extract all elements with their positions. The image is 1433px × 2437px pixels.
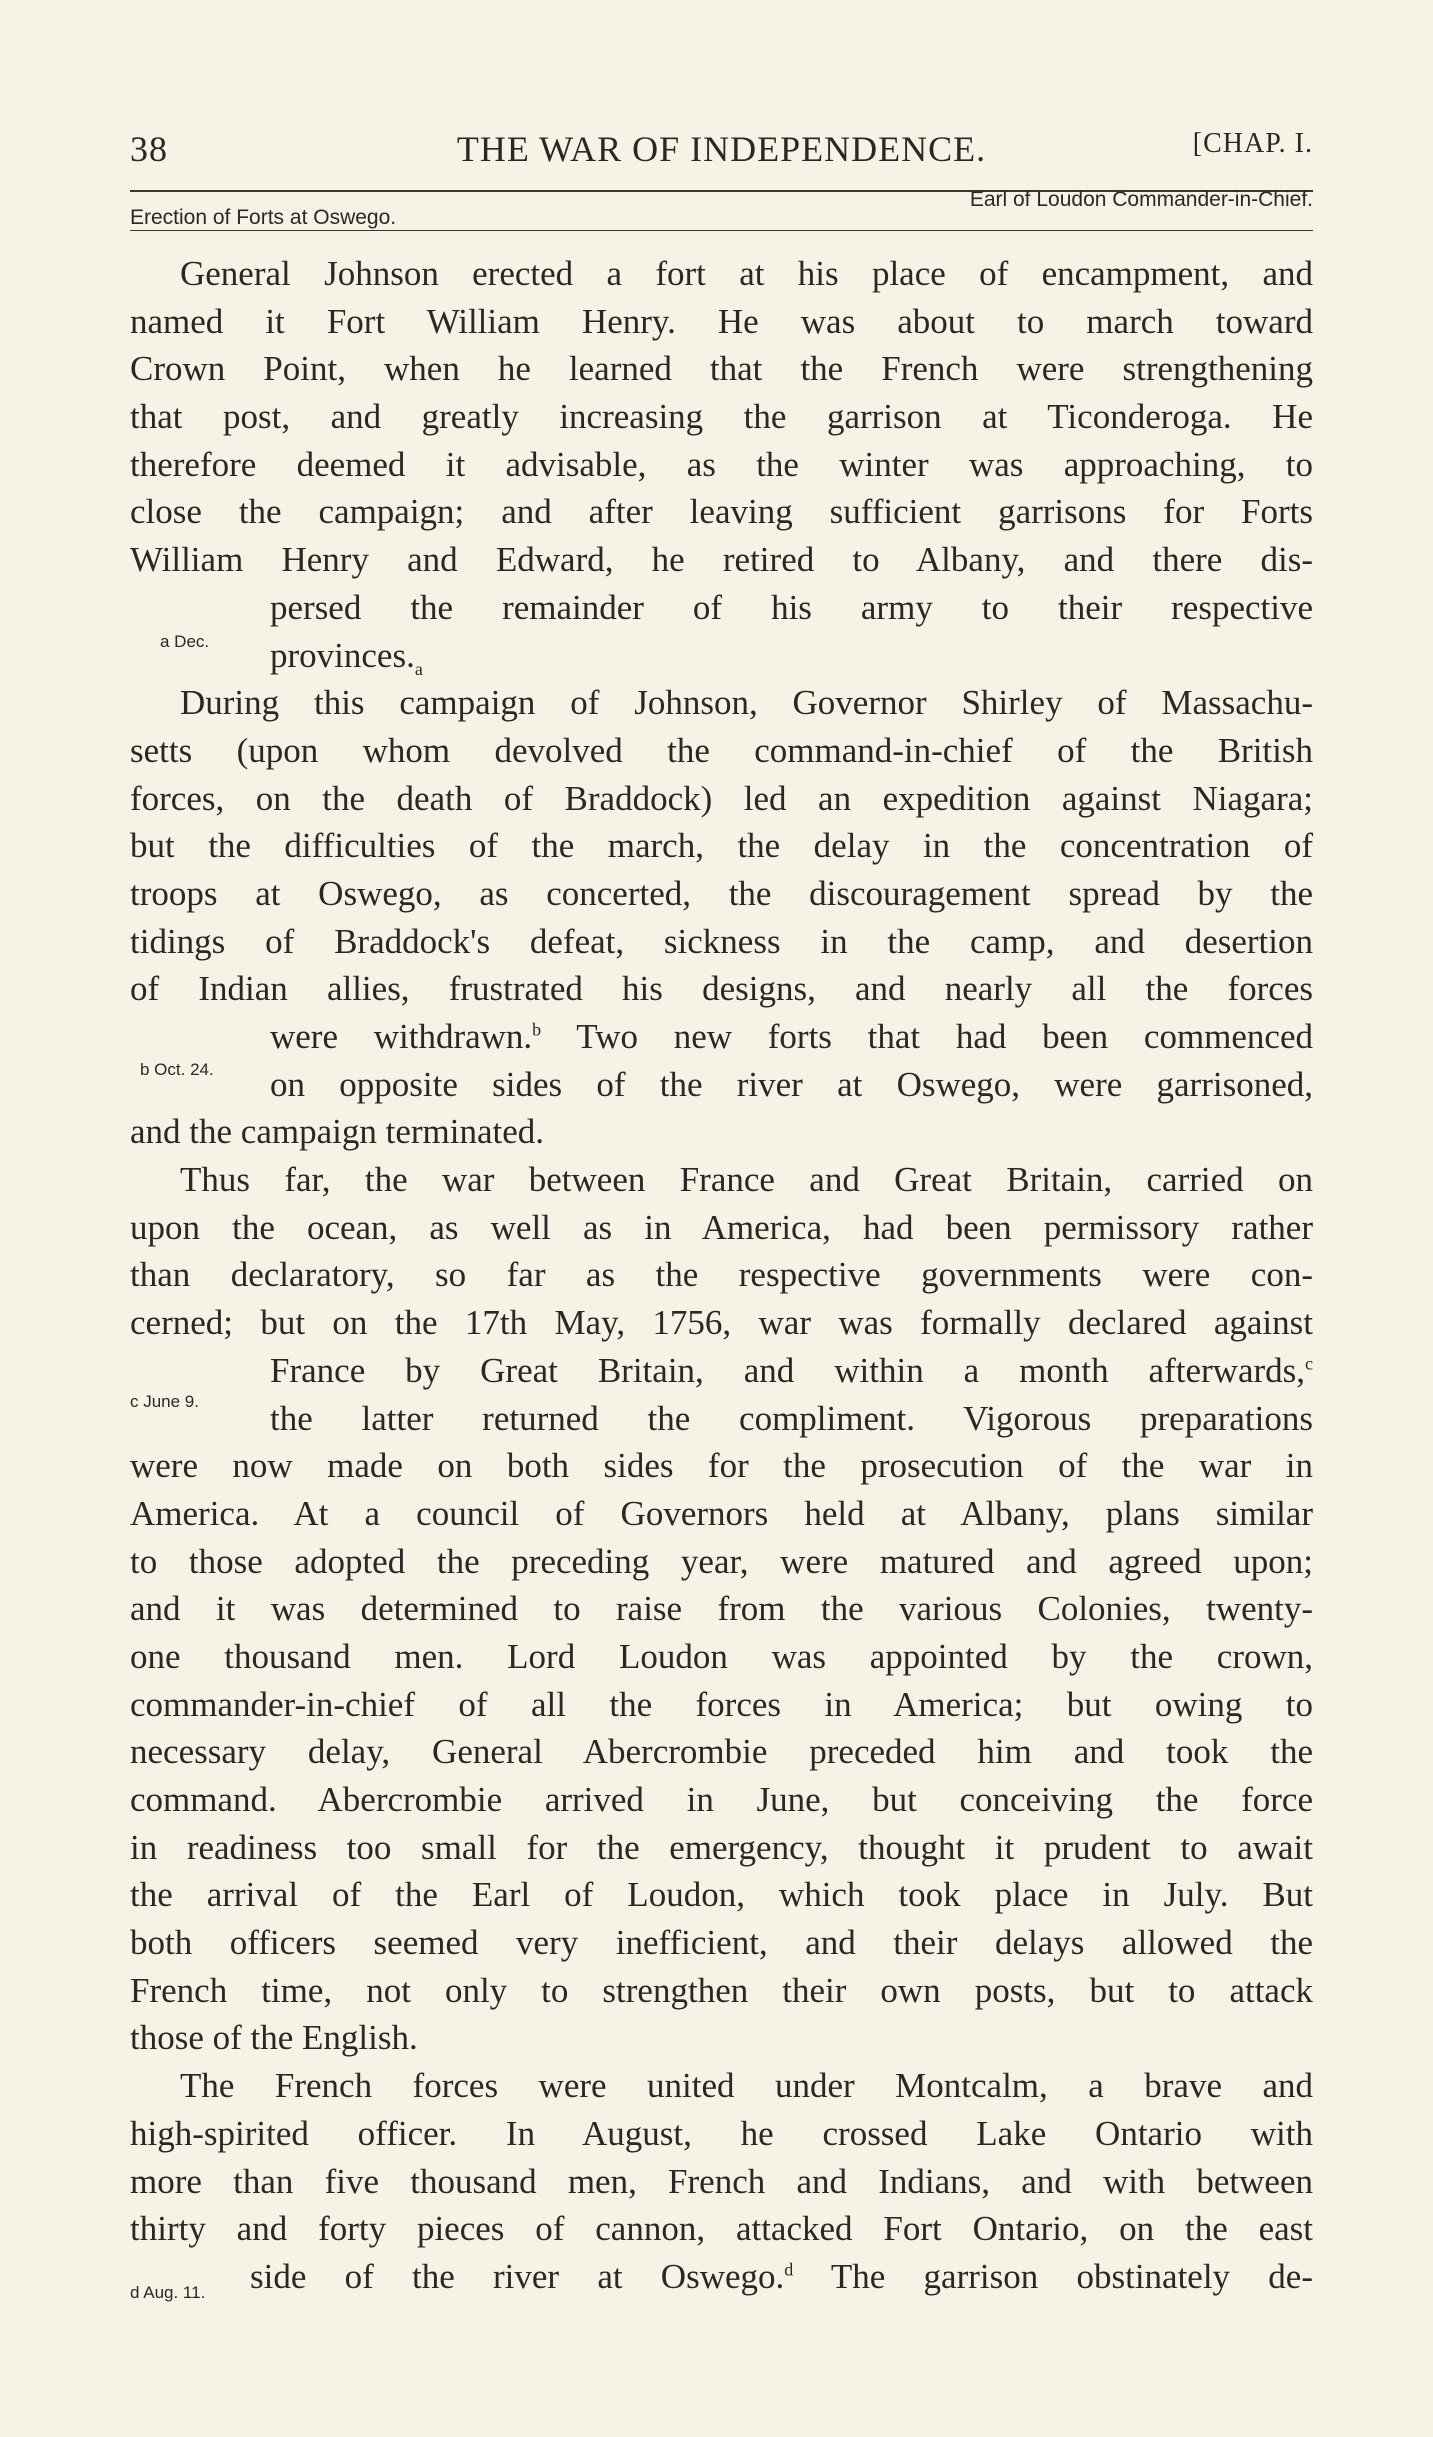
text-line: upon the ocean, as well as in America, had been permissory rather xyxy=(130,1207,1313,1247)
text-line: one thousand men. Lord Loudon was appointed by the crown, xyxy=(130,1636,1313,1676)
text-line xyxy=(130,1013,1313,1061)
running-header xyxy=(130,128,1313,178)
text-line: in readiness too small for the emergency, thought it prudent to await xyxy=(130,1827,1313,1867)
text-line: America. At a council of Governors held at Albany, plans similar xyxy=(130,1493,1313,1533)
text-line: command. Abercrombie arrived in June, but conceiving the force xyxy=(130,1780,1313,1819)
text-line: and the campaign terminated. xyxy=(130,1112,545,1152)
text-line: commander-in-chief of all the forces in America; but owing to xyxy=(130,1684,1313,1724)
page-number: 38 xyxy=(130,129,168,169)
text-line xyxy=(130,632,1313,680)
text-line xyxy=(130,1347,1313,1395)
text-line: French time, not only to strengthen their own posts, but to attack xyxy=(130,1970,1313,2010)
text-line: high-spirited officer. In August, he crossed Lake Ontario with xyxy=(130,2113,1313,2153)
text-line: than declaratory, so far as the respective governments were con- xyxy=(130,1255,1313,1295)
text-line: those of the English. xyxy=(130,2018,418,2058)
text-line: necessary delay, General Abercrombie preceded him and took the xyxy=(130,1732,1313,1772)
text-line: on opposite sides of the river at Oswego, were garrisoned, xyxy=(270,1064,1313,1104)
subheading-rule xyxy=(130,230,1313,231)
text-line: forces, on the death of Braddock) led an expedition against Niagara; xyxy=(130,778,1313,818)
text-line: cerned; but on the 17th May, 1756, war was formally declared against xyxy=(130,1303,1313,1343)
subheading-row xyxy=(130,188,1313,230)
text-line xyxy=(130,2253,1313,2301)
left-subhead: Erection of Forts at Oswego. xyxy=(130,206,397,229)
text-line: therefore deemed it advisable, as the winter was approaching, to xyxy=(130,444,1313,484)
margin-note-b: b Oct. 24. xyxy=(140,1060,214,1079)
margin-note-a: a Dec. xyxy=(160,632,210,651)
footnote-mark-d: d xyxy=(784,2259,794,2280)
body-text xyxy=(130,250,1313,2301)
running-title: THE WAR OF INDEPENDENCE. xyxy=(456,129,987,169)
text-line: William Henry and Edward, he retired to Albany, and there dis- xyxy=(130,540,1313,580)
text-line: that post, and greatly increasing the garrison at Ticonderoga. He xyxy=(130,397,1313,437)
text-line: Thus far, the war between France and Great Britain, carried on xyxy=(180,1160,1313,1200)
text-line: close the campaign; and after leaving sufficient garrisons for Forts xyxy=(130,492,1313,532)
footnote-mark-c: c xyxy=(1305,1353,1313,1374)
margin-note-c: c June 9. xyxy=(130,1392,199,1411)
text-line: the latter returned the compliment. Vigorous preparations xyxy=(270,1398,1313,1438)
text-line: the arrival of the Earl of Loudon, which took place in July. But xyxy=(130,1875,1313,1915)
text-fragment: The garrison obstinately de- xyxy=(830,2256,1313,2296)
right-subhead: Earl of Loudon Commander-in-Chief. xyxy=(969,188,1313,211)
chapter-label: [CHAP. I. xyxy=(1192,128,1313,159)
text-line: but the difficulties of the march, the delay in the concentration of xyxy=(130,826,1313,866)
text-line: Crown Point, when he learned that the French were strengthening xyxy=(130,349,1313,389)
text-line: both officers seemed very inefficient, and their delays allowed the xyxy=(130,1923,1313,1963)
footnote-mark-b: b xyxy=(532,1019,542,1040)
margin-note-d: d Aug. 11. xyxy=(130,2283,206,2302)
text-fragment: side of the river at Oswego. xyxy=(250,2256,785,2296)
text-line: General Johnson erected a fort at his place of encampment, and xyxy=(180,254,1313,293)
text-line: and it was determined to raise from the various Colonies, twenty- xyxy=(130,1589,1313,1629)
text-fragment: Two new forts that had been commenced xyxy=(576,1017,1313,1056)
text-fragment: France by Great Britain, and within a month afterwards, xyxy=(270,1350,1305,1390)
text-line: During this campaign of Johnson, Governor Shirley of Massachu- xyxy=(180,683,1313,723)
text-line: of Indian allies, frustrated his designs, and nearly all the forces xyxy=(130,969,1313,1009)
text-line: The French forces were united under Montcalm, a brave and xyxy=(180,2066,1313,2106)
text-line: persed the remainder of his army to their respective xyxy=(270,587,1313,627)
text-fragment: provinces. xyxy=(270,635,415,675)
text-line: troops at Oswego, as concerted, the discouragement spread by the xyxy=(130,873,1313,913)
text-line: setts (upon whom devolved the command-in-chief of the British xyxy=(130,730,1313,770)
footnote-mark-a: a xyxy=(414,658,423,679)
text-line: named it Fort William Henry. He was about to march toward xyxy=(130,301,1313,341)
text-fragment: were withdrawn. xyxy=(270,1017,533,1056)
text-line: to those adopted the preceding year, were matured and agreed upon; xyxy=(130,1541,1313,1581)
text-line: were now made on both sides for the prosecution of the war in xyxy=(130,1446,1313,1486)
text-line: more than five thousand men, French and Indians, and with between xyxy=(130,2161,1313,2201)
text-line: thirty and forty pieces of cannon, attacked Fort Ontario, on the east xyxy=(130,2209,1313,2249)
text-line: tidings of Braddock's defeat, sickness in the camp, and desertion xyxy=(130,921,1313,961)
